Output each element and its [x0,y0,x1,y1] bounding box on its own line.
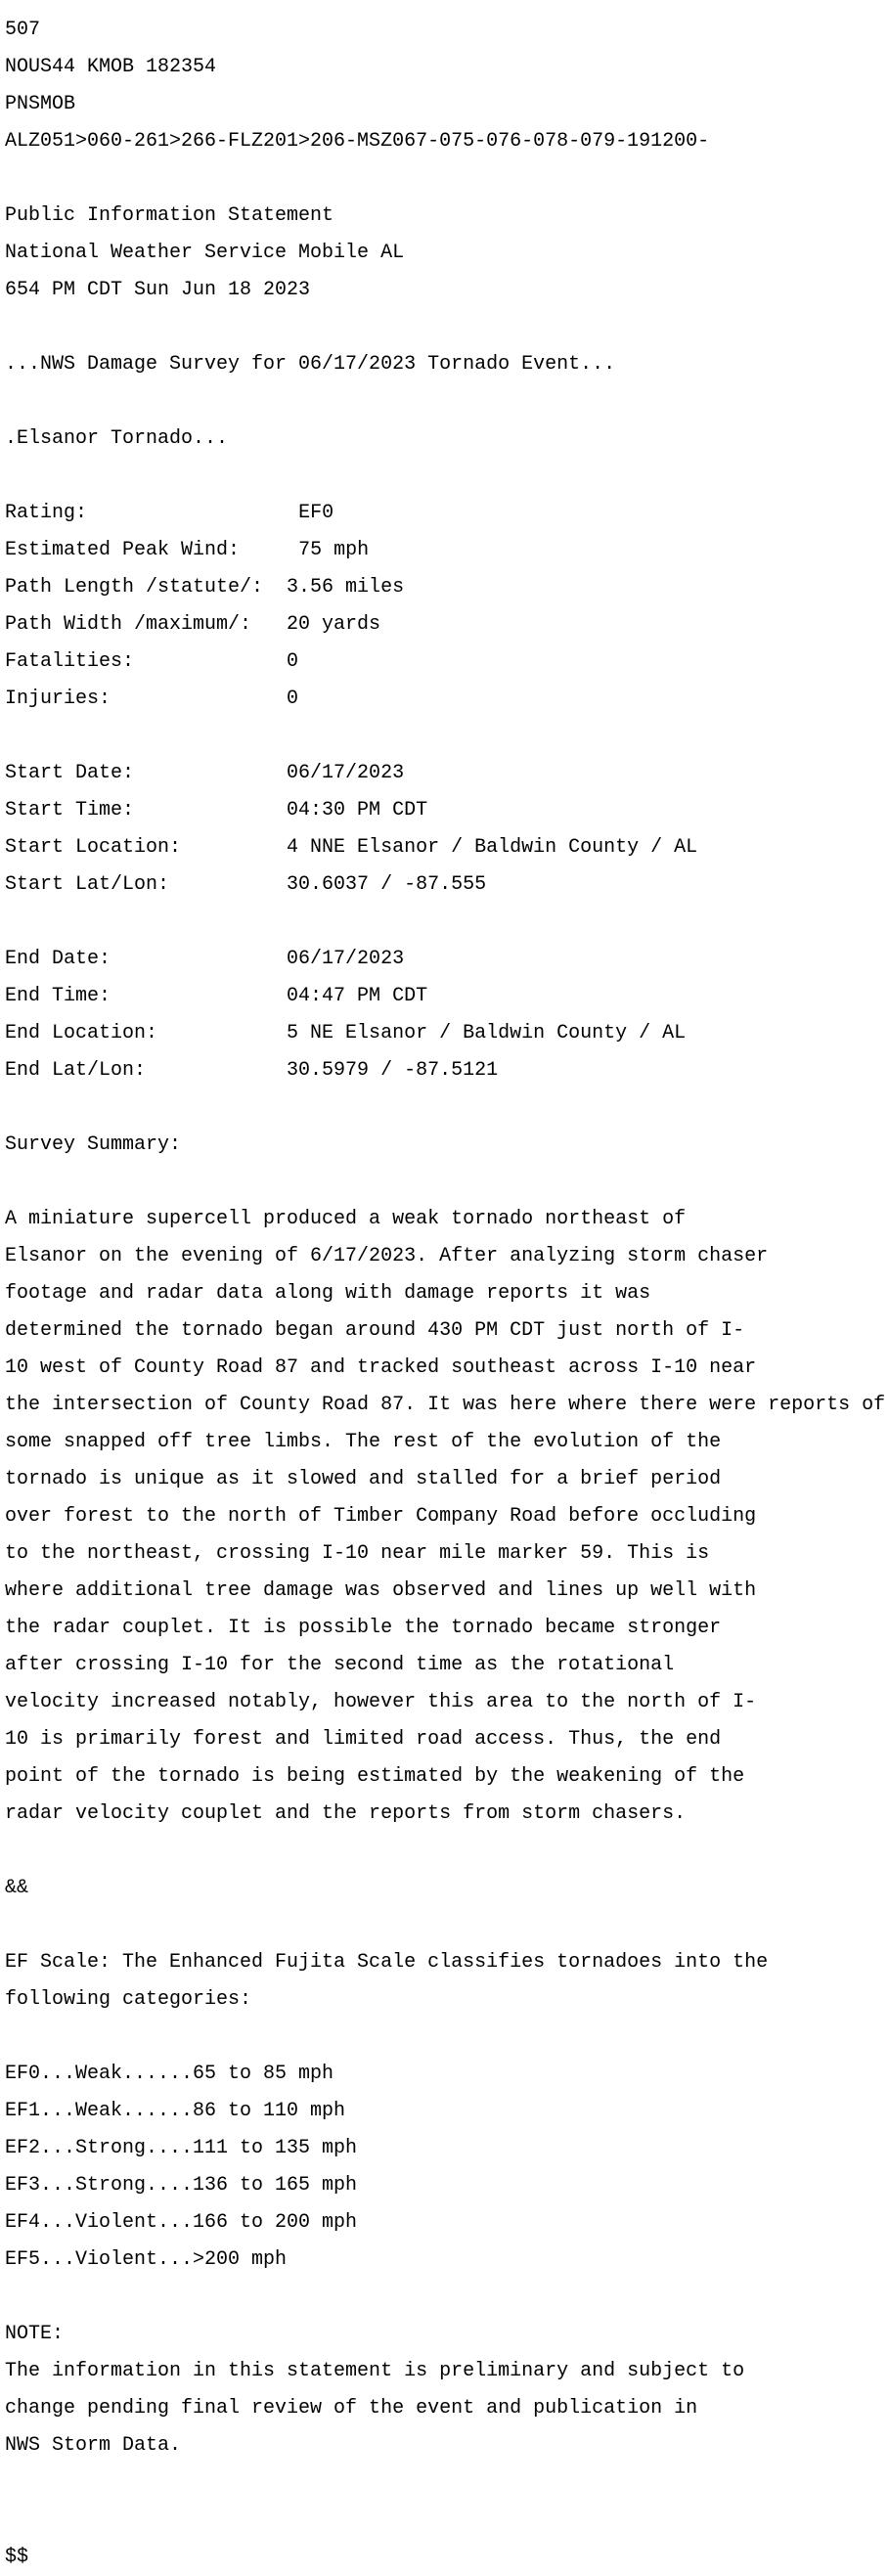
summary-line: over forest to the north of Timber Company Road before occluding [5,1505,757,1528]
blank-line [5,2027,889,2046]
blank-line [5,912,889,931]
summary-line: A miniature supercell produced a weak tornado northeast of [5,1208,687,1230]
ef-scale-row: EF1...Weak......86 to 110 mph [5,2100,346,2122]
summary-line: Elsanor on the evening of 6/17/2023. After analyzing storm chaser [5,1245,769,1267]
event-heading: ...NWS Damage Survey for 06/17/2023 Tornado Event... [5,353,616,376]
stat-label: Estimated Peak Wind: [5,539,299,561]
ef-scale-row: EF3...Strong....136 to 165 mph [5,2174,358,2197]
summary-line: velocity increased notably, however this area to the north of I- [5,1691,757,1713]
blank-line [5,318,889,336]
summary-line: the intersection of County Road 87. It was here where there were reports of [5,1394,886,1416]
ef-scale-row: EF4...Violent...166 to 200 mph [5,2211,358,2234]
stat-value: 04:30 PM CDT [287,799,428,822]
end-latlon [5,1061,889,1080]
stat-rating [5,504,889,522]
stat-value: 3.56 miles [287,576,405,599]
stat-peak-wind [5,541,889,559]
statement-title: Public Information Statement [5,204,334,227]
blank-line [5,727,889,745]
summary-line: point of the tornado is being estimated by the weakening of the [5,1765,745,1788]
ef-scale-intro: EF Scale: The Enhanced Fujita Scale classifies tornadoes into the [5,1951,769,1974]
stat-value: 20 yards [287,613,381,636]
stat-value: 0 [287,688,299,710]
stat-value: EF0 [298,502,334,524]
stat-value: 06/17/2023 [287,948,405,970]
end-location [5,1024,889,1043]
ugc-line: ALZ051>060-261>266-FLZ201>206-MSZ067-075-076-078-079-191200- [5,130,710,153]
stat-label: End Location: [5,1022,288,1044]
tornado-heading: .Elsanor Tornado... [5,427,229,450]
ef-scale-row: EF5...Violent...>200 mph [5,2248,288,2271]
section-separator: && [5,1877,29,1899]
wmo-header: NOUS44 KMOB 182354 [5,56,217,78]
stat-label: Injuries: [5,688,288,710]
note-line: The information in this statement is preliminary and subject to [5,2360,745,2382]
blank-line [5,1842,889,1860]
stat-value: 30.5979 / -87.5121 [287,1059,499,1082]
stat-label: End Date: [5,948,288,970]
stat-label: End Lat/Lon: [5,1059,288,1082]
stat-path-width [5,615,889,634]
stat-label: Path Length /statute/: [5,576,288,599]
stat-value: 30.6037 / -87.555 [287,873,487,896]
awips-id: PNSMOB [5,93,76,115]
start-date [5,764,889,782]
survey-summary-label: Survey Summary: [5,1133,182,1156]
blank-line [5,1916,889,1934]
stat-value: 0 [287,650,299,673]
summary-line: to the northeast, crossing I-10 near mile marker 59. This is [5,1542,710,1565]
stat-label: Start Location: [5,836,288,859]
start-time [5,801,889,820]
blank-line [5,466,889,485]
ef-scale-row: EF2...Strong....111 to 135 mph [5,2137,358,2159]
summary-line: 10 west of County Road 87 and tracked southeast across I-10 near [5,1356,757,1379]
summary-line: footage and radar data along with damage reports it was [5,1282,651,1305]
stat-value: 06/17/2023 [287,762,405,784]
stat-injuries [5,689,889,708]
stat-label: Start Lat/Lon: [5,873,288,896]
note-line: NWS Storm Data. [5,2434,182,2457]
stat-value: 4 NNE Elsanor / Baldwin County / AL [287,836,698,859]
stat-value: 5 NE Elsanor / Baldwin County / AL [287,1022,687,1044]
summary-line: where additional tree damage was observed and lines up well with [5,1579,757,1602]
blank-line [5,1098,889,1117]
stat-label: Start Time: [5,799,288,822]
summary-line: 10 is primarily forest and limited road access. Thus, the end [5,1728,722,1751]
stat-label: Fatalities: [5,650,288,673]
blank-line [5,2510,889,2529]
summary-line: determined the tornado began around 430 PM CDT just north of I- [5,1319,745,1342]
ef-scale-row: EF0...Weak......65 to 85 mph [5,2063,334,2085]
stat-label: Start Date: [5,762,288,784]
summary-line: radar velocity couplet and the reports from storm chasers. [5,1802,687,1825]
stat-label: Rating: [5,502,299,524]
blank-line [5,2473,889,2492]
ef-scale-intro: following categories: [5,1988,252,2011]
stat-fatalities [5,652,889,671]
summary-line: some snapped off tree limbs. The rest of the evolution of the [5,1431,722,1453]
stat-value: 04:47 PM CDT [287,985,428,1007]
blank-line [5,1173,889,1191]
summary-line: the radar couplet. It is possible the tornado became stronger [5,1617,722,1639]
end-marker: $$ [5,2546,29,2568]
blank-line [5,169,889,188]
stat-value: 75 mph [298,539,370,561]
issuing-office: National Weather Service Mobile AL [5,242,405,264]
stat-path-length [5,578,889,597]
start-location [5,838,889,857]
note-label: NOTE: [5,2323,65,2345]
stat-label: End Time: [5,985,288,1007]
product-id: 507 [5,19,41,41]
start-latlon [5,875,889,894]
issue-time: 654 PM CDT Sun Jun 18 2023 [5,279,311,301]
summary-line: after crossing I-10 for the second time as the rotational [5,1654,675,1676]
blank-line [5,392,889,411]
blank-line [5,2287,889,2306]
end-date [5,950,889,968]
end-time [5,987,889,1005]
summary-line: tornado is unique as it slowed and stalled for a brief period [5,1468,722,1490]
note-line: change pending final review of the event and publication in [5,2397,698,2420]
stat-label: Path Width /maximum/: [5,613,288,636]
